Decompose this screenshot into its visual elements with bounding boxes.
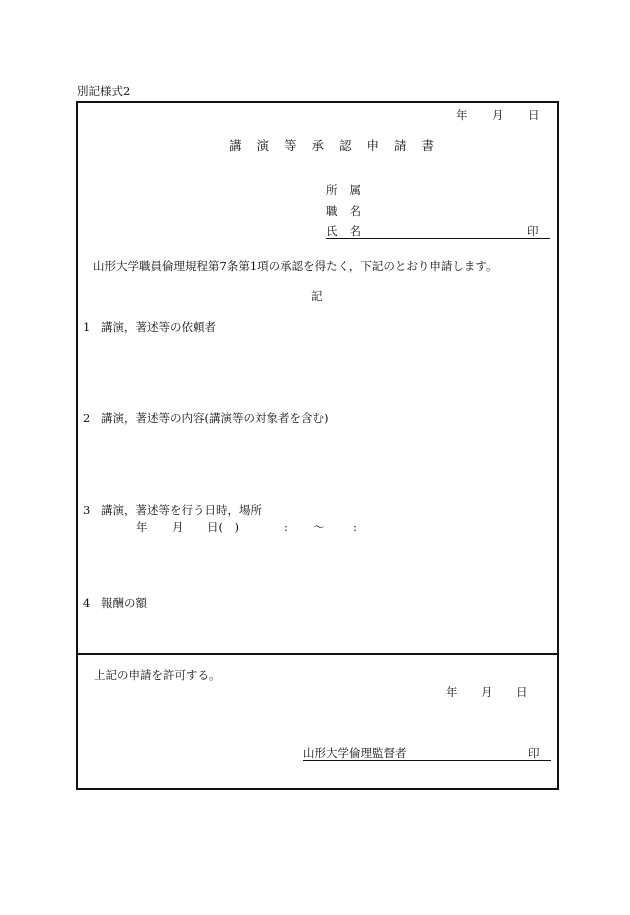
datetime-tilde: 〜 — [313, 520, 325, 534]
date-year-label: 年 — [456, 108, 468, 122]
ki-heading: 記 — [311, 289, 323, 303]
approver-title: 山形大学倫理監督者 — [303, 746, 407, 760]
applicant-seal: 印 — [527, 224, 539, 238]
application-frame — [76, 101, 559, 655]
datetime-start-colon: : — [284, 520, 288, 534]
position-label: 職名 — [326, 204, 373, 218]
datetime-month: 月 — [172, 520, 184, 534]
approval-text: 上記の申請を許可する。 — [94, 668, 221, 682]
item-4-number: 4 — [83, 596, 91, 610]
approver-seal: 印 — [528, 746, 540, 760]
name-label: 氏名 — [326, 224, 373, 238]
date-day-label: 日 — [528, 108, 540, 122]
date-month-label: 月 — [492, 108, 504, 122]
affiliation-label: 所属 — [326, 183, 373, 197]
item-2-label: 講演，著述等の内容(講演等の対象者を含む) — [101, 411, 329, 425]
item-3-label: 講演，著述等を行う日時，場所 — [101, 503, 262, 517]
item-1-label: 講演，著述等の依頼者 — [101, 320, 216, 334]
approval-day: 日 — [516, 685, 528, 699]
name-underline — [326, 238, 550, 239]
approval-year: 年 — [446, 685, 458, 699]
approval-month: 月 — [481, 685, 493, 699]
item-3-number: 3 — [83, 503, 91, 517]
request-sentence: 山形大学職員倫理規程第7条第1項の承認を得たく，下記のとおり申請します。 — [93, 259, 498, 273]
item-4-label: 報酬の額 — [101, 596, 147, 610]
item-1-number: 1 — [83, 320, 91, 334]
approver-underline — [303, 760, 551, 761]
form-code: 別記様式2 — [77, 84, 131, 98]
item-2-number: 2 — [83, 411, 91, 425]
datetime-end-colon: : — [353, 520, 357, 534]
datetime-year: 年 — [136, 520, 148, 534]
form-title: 講演等承認申請書 — [229, 138, 450, 153]
datetime-day-weekday: 日( ) — [207, 520, 239, 534]
